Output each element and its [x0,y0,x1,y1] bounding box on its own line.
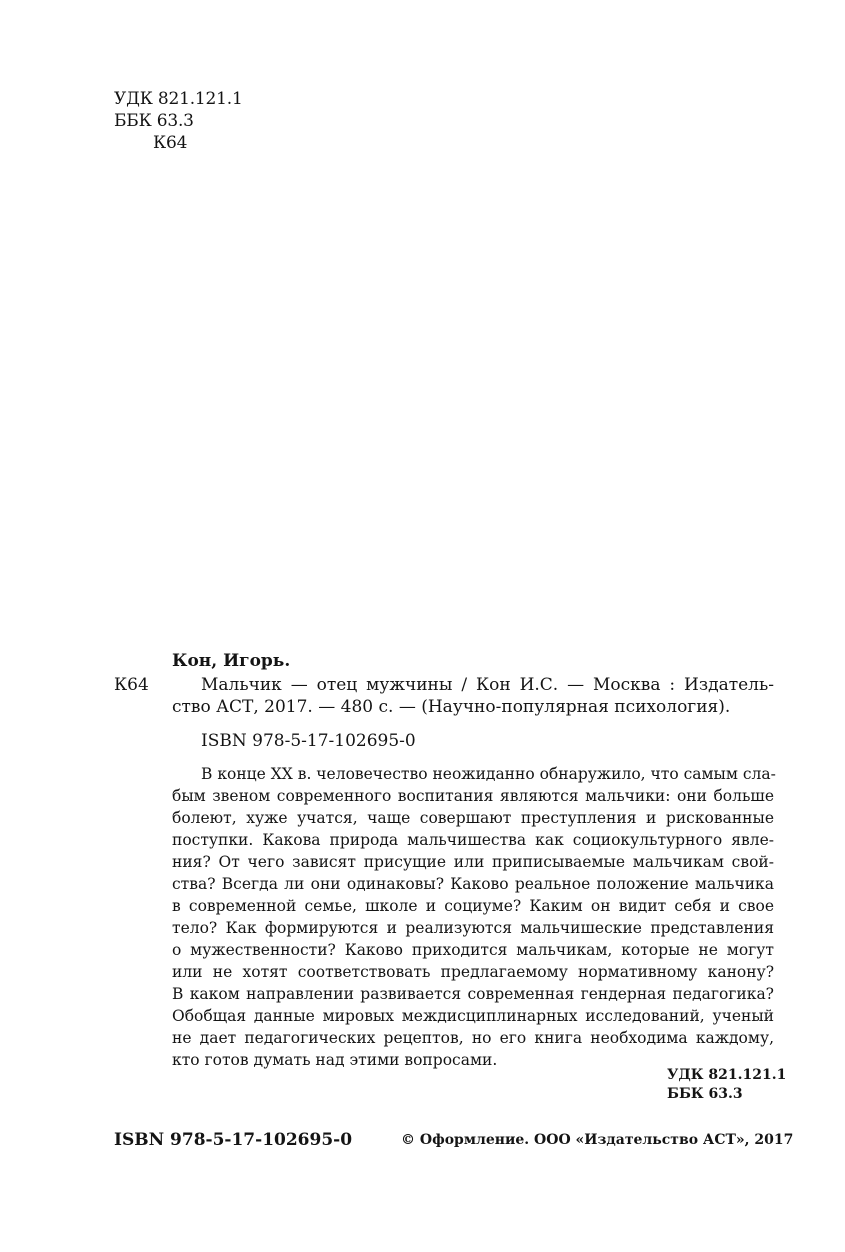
abstract-line: поступки. Какова природа мальчишества как социокультурного явле- [172,831,774,849]
entry-udk-code: УДК 821.121.1 [667,1067,787,1083]
top-udk-code: УДК 821.121.1 [114,89,243,109]
entry-description-line-2: ство АСТ, 2017. — 480 с. — (Научно-популярная психология). [172,697,731,717]
abstract-line: В каком направлении развивается современная гендерная педагогика? [172,985,774,1003]
abstract-line: В конце ХХ в. человечество неожиданно обнаружило, что самым сла- [201,765,776,783]
top-bbk-code: ББК 63.3 [114,111,194,131]
entry-bbk-code: ББК 63.3 [667,1086,743,1102]
footer-copyright: © Оформление. ООО «Издательство АСТ», 2017 [401,1132,794,1148]
entry-abstract [172,763,774,1071]
entry-description-line-1: Мальчик — отец мужчины / Кон И.С. — Москва : Издатель- [201,675,774,695]
abstract-line: или не хотят соответствовать предлагаемому нормативному канону? [172,963,774,981]
abstract-line: бым звеном современного воспитания являются мальчики: они больше [172,787,774,805]
top-author-mark: К64 [153,133,188,153]
abstract-line: о мужественности? Каково приходится мальчикам, которые не могут [172,941,774,959]
entry-isbn: ISBN 978-5-17-102695-0 [201,731,416,751]
abstract-line: ния? От чего зависят присущие или приписываемые мальчикам свой- [172,853,774,871]
abstract-line: ства? Всегда ли они одинаковы? Каково реальное положение мальчика [172,875,774,893]
abstract-line: Обобщая данные мировых междисциплинарных исследований, ученый [172,1007,774,1025]
abstract-line: тело? Как формируются и реализуются мальчишеские представления [172,919,774,937]
abstract-line: не дает педагогических рецептов, но его книга необходима каждому, [172,1029,774,1047]
abstract-line: болеют, хуже учатся, чаще совершают преступления и рискованные [172,809,774,827]
entry-author-mark: К64 [114,675,149,695]
abstract-line: в современной семье, школе и социуме? Каким он видит себя и свое [172,897,774,915]
abstract-line: кто готов думать над этими вопросами. [172,1051,498,1069]
footer-isbn: ISBN 978-5-17-102695-0 [114,1130,353,1150]
entry-author: Кон, Игорь. [172,651,291,671]
